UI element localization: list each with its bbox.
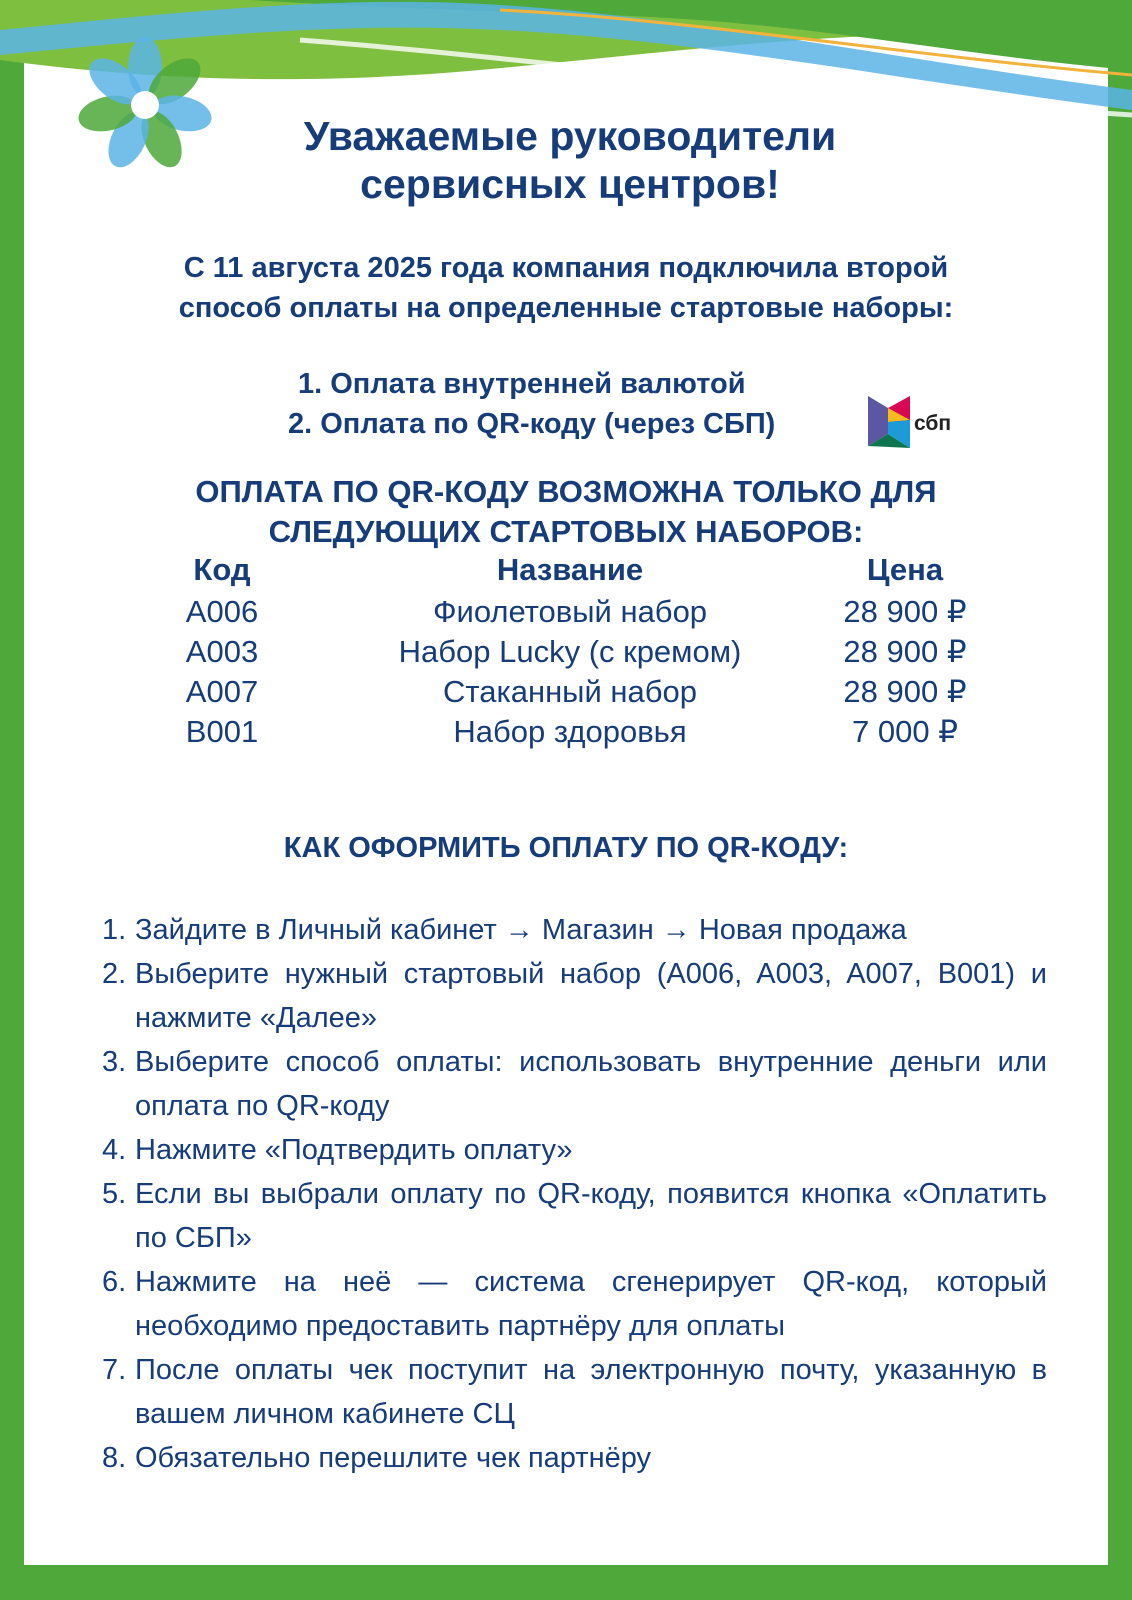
howto-heading: КАК ОФОРМИТЬ ОПЛАТУ ПО QR-КОДУ: — [283, 832, 849, 864]
step-number: 7. — [102, 1354, 127, 1386]
table-cell-name: Фиолетовый набор — [432, 594, 708, 629]
list-item — [102, 1348, 1047, 1436]
intro-line-1: С 11 августа 2025 года компания подключила второй — [183, 252, 949, 284]
intro-text — [60, 248, 1072, 328]
payment-method-qr: 2. Оплата по QR-коду (через СБП) — [288, 408, 776, 440]
step-text: Обязательно перешлите чек партнёру — [135, 1442, 652, 1474]
sbp-icon — [866, 394, 912, 450]
column-header-code: Код — [193, 552, 251, 587]
qr-availability-heading — [60, 472, 1072, 552]
column-header-name: Название — [496, 552, 644, 587]
step-text: Нажмите на неё — система сгенерирует QR-код, который необходимо предоставить партнёру для оплаты — [135, 1266, 1047, 1342]
list-item — [102, 952, 1047, 1040]
step-text: Нажмите «Подтвердить оплату» — [135, 1134, 573, 1166]
list-item — [102, 1040, 1047, 1128]
list-item — [102, 1128, 1047, 1172]
step-number: 5. — [102, 1178, 127, 1210]
sbp-logo-text: сбп — [914, 412, 952, 435]
step-number: 1. — [102, 914, 127, 946]
table-cell-price: 28 900 ₽ — [843, 674, 967, 709]
step-number: 4. — [102, 1134, 127, 1166]
table-cell-code: A006 — [185, 594, 259, 629]
step-text: Выберите способ оплаты: использовать внутренние деньги или оплата по QR-коду — [135, 1046, 1047, 1122]
bottom-border — [0, 1565, 1132, 1600]
intro-line-2: способ оплаты на определенные стартовые наборы: — [178, 292, 954, 324]
step-number: 2. — [102, 958, 127, 990]
list-item — [102, 1436, 1047, 1480]
table-cell-name: Набор Lucky (с кремом) — [398, 634, 742, 669]
table-cell-name: Стаканный набор — [442, 674, 697, 709]
table-cell-code: A007 — [185, 674, 259, 709]
list-item — [102, 1260, 1047, 1348]
table-cell-price: 7 000 ₽ — [852, 714, 958, 749]
step-number: 8. — [102, 1442, 127, 1474]
page-title-line-2: сервисных центров! — [360, 161, 780, 207]
step-text: После оплаты чек поступит на электронную почту, указанную в вашем личном кабинете СЦ — [135, 1354, 1047, 1430]
step-text: Если вы выбрали оплату по QR-коду, появится кнопка «Оплатить по СБП» — [135, 1178, 1047, 1254]
table-cell-price: 28 900 ₽ — [843, 594, 967, 629]
qr-heading-line-1: ОПЛАТА ПО QR-КОДУ ВОЗМОЖНА ТОЛЬКО ДЛЯ — [195, 474, 937, 509]
payment-method-internal: 1. Оплата внутренней валютой — [298, 368, 746, 400]
step-text: Выберите нужный стартовый набор (A006, A003, A007, B001) и нажмите «Далее» — [135, 958, 1047, 1034]
column-header-price: Цена — [866, 552, 944, 587]
list-item — [102, 1172, 1047, 1260]
howto-steps-list — [102, 908, 1047, 1480]
step-number: 6. — [102, 1266, 127, 1298]
step-text: Зайдите в Личный кабинет → Магазин → Новая продажа — [135, 914, 907, 946]
table-cell-name: Набор здоровья — [453, 714, 687, 749]
qr-heading-line-2: СЛЕДУЮЩИХ СТАРТОВЫХ НАБОРОВ: — [268, 514, 864, 549]
page-title — [60, 112, 1080, 208]
table-cell-code: B001 — [185, 714, 259, 749]
table-cell-code: A003 — [185, 634, 259, 669]
sbp-logo — [866, 394, 966, 450]
list-item — [102, 908, 1047, 952]
step-number: 3. — [102, 1046, 127, 1078]
page-title-line-1: Уважаемые руководители — [303, 113, 837, 159]
table-cell-price: 28 900 ₽ — [843, 634, 967, 669]
